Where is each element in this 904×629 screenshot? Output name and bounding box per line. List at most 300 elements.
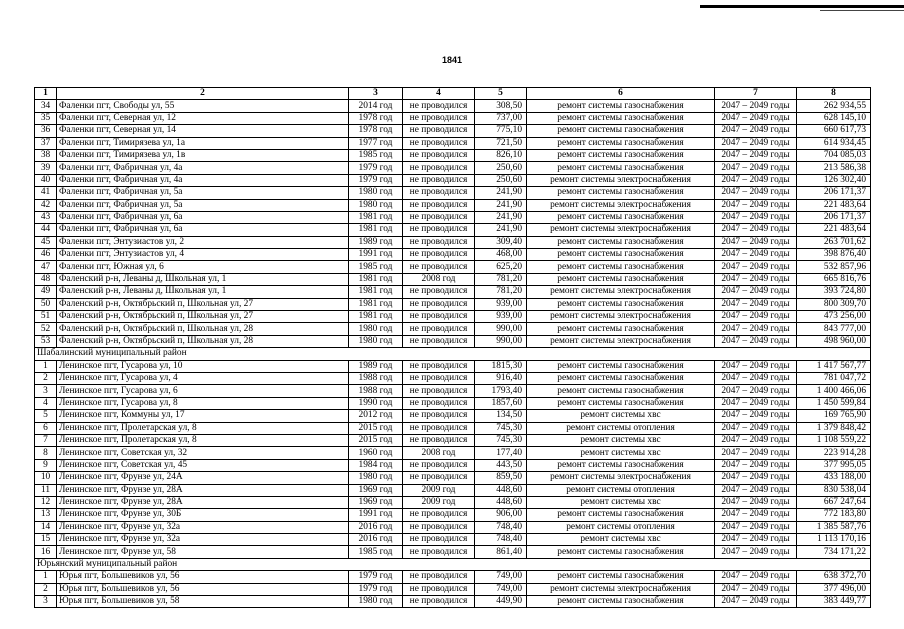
table-row — [35, 187, 871, 199]
table-row — [35, 199, 871, 211]
cost-cell: 393 724,80 — [797, 286, 871, 298]
address-cell: Фаленки пгт, Энтузиастов ул, 2 — [57, 236, 349, 248]
cost-cell: 1 417 567,77 — [797, 360, 871, 372]
table-row — [35, 459, 871, 471]
row-number-cell: 37 — [35, 137, 57, 149]
work-type-cell: ремонт системы хвс — [527, 434, 715, 446]
last-repair-year-cell: 2009 год — [403, 496, 475, 508]
area-cell: 939,00 — [475, 311, 527, 323]
build-year-cell: 2016 год — [349, 521, 403, 533]
header-cell: 1 — [35, 88, 57, 100]
build-year-cell: 1979 год — [349, 174, 403, 186]
cost-cell: 377 496,00 — [797, 583, 871, 595]
last-repair-year-cell: не проводился — [403, 472, 475, 484]
work-type-cell: ремонт системы газоснабжения — [527, 249, 715, 261]
work-type-cell: ремонт системы отопления — [527, 521, 715, 533]
period-cell: 2047 – 2049 годы — [715, 298, 797, 310]
work-type-cell: ремонт системы газоснабжения — [527, 323, 715, 335]
period-cell: 2047 – 2049 годы — [715, 187, 797, 199]
work-type-cell: ремонт системы электроснабжения — [527, 472, 715, 484]
last-repair-year-cell: не проводился — [403, 311, 475, 323]
area-cell: 781,20 — [475, 273, 527, 285]
work-type-cell: ремонт системы газоснабжения — [527, 100, 715, 112]
cost-cell: 532 857,96 — [797, 261, 871, 273]
build-year-cell: 1969 год — [349, 496, 403, 508]
last-repair-year-cell: не проводился — [403, 335, 475, 347]
repair-schedule-table — [34, 87, 871, 608]
address-cell: Ленинское пгт, Пролетарская ул, 8 — [57, 422, 349, 434]
row-number-cell: 14 — [35, 521, 57, 533]
row-number-cell: 15 — [35, 534, 57, 546]
work-type-cell: ремонт системы газоснабжения — [527, 236, 715, 248]
last-repair-year-cell: 2009 год — [403, 484, 475, 496]
build-year-cell: 1985 год — [349, 261, 403, 273]
build-year-cell: 1991 год — [349, 509, 403, 521]
cost-cell: 667 247,64 — [797, 496, 871, 508]
area-cell: 990,00 — [475, 335, 527, 347]
build-year-cell: 1979 год — [349, 571, 403, 583]
last-repair-year-cell: не проводился — [403, 397, 475, 409]
last-repair-year-cell: 2008 год — [403, 273, 475, 285]
work-type-cell: ремонт системы газоснабжения — [527, 571, 715, 583]
table-row — [35, 125, 871, 137]
area-cell: 781,20 — [475, 286, 527, 298]
last-repair-year-cell: не проводился — [403, 583, 475, 595]
last-repair-year-cell: не проводился — [403, 571, 475, 583]
build-year-cell: 1981 год — [349, 286, 403, 298]
last-repair-year-cell: не проводился — [403, 521, 475, 533]
build-year-cell: 2015 год — [349, 422, 403, 434]
build-year-cell: 1979 год — [349, 162, 403, 174]
build-year-cell: 1988 год — [349, 372, 403, 384]
build-year-cell: 1981 год — [349, 311, 403, 323]
work-type-cell: ремонт системы газоснабжения — [527, 596, 715, 608]
work-type-cell: ремонт системы газоснабжения — [527, 211, 715, 223]
period-cell: 2047 – 2049 годы — [715, 472, 797, 484]
row-number-cell: 35 — [35, 112, 57, 124]
period-cell: 2047 – 2049 годы — [715, 372, 797, 384]
cost-cell: 614 934,45 — [797, 137, 871, 149]
work-type-cell: ремонт системы газоснабжения — [527, 125, 715, 137]
header-cell: 7 — [715, 88, 797, 100]
period-cell: 2047 – 2049 годы — [715, 360, 797, 372]
address-cell: Ленинское пгт, Советская ул, 32 — [57, 447, 349, 459]
area-cell: 625,20 — [475, 261, 527, 273]
address-cell: Фаленки пгт, Фабричная ул, 4а — [57, 162, 349, 174]
last-repair-year-cell: не проводился — [403, 261, 475, 273]
cost-cell: 221 483,64 — [797, 199, 871, 211]
address-cell: Фаленки пгт, Фабричная ул, 6а — [57, 211, 349, 223]
row-number-cell: 40 — [35, 174, 57, 186]
last-repair-year-cell: не проводился — [403, 360, 475, 372]
work-type-cell: ремонт системы хвс — [527, 534, 715, 546]
period-cell: 2047 – 2049 годы — [715, 100, 797, 112]
last-repair-year-cell: не проводился — [403, 249, 475, 261]
period-cell: 2047 – 2049 годы — [715, 546, 797, 558]
table-row — [35, 137, 871, 149]
period-cell: 2047 – 2049 годы — [715, 236, 797, 248]
row-number-cell: 10 — [35, 472, 57, 484]
table-row — [35, 496, 871, 508]
row-number-cell: 3 — [35, 385, 57, 397]
row-number-cell: 39 — [35, 162, 57, 174]
last-repair-year-cell: не проводился — [403, 149, 475, 161]
build-year-cell: 1988 год — [349, 385, 403, 397]
table-row — [35, 410, 871, 422]
work-type-cell: ремонт системы газоснабжения — [527, 187, 715, 199]
cost-cell: 1 113 170,16 — [797, 534, 871, 546]
area-cell: 250,60 — [475, 162, 527, 174]
row-number-cell: 36 — [35, 125, 57, 137]
address-cell: Ленинское пгт, Фрунзе ул, 28А — [57, 484, 349, 496]
section-row — [35, 348, 871, 360]
build-year-cell: 1980 год — [349, 187, 403, 199]
area-cell: 241,90 — [475, 187, 527, 199]
build-year-cell: 1980 год — [349, 596, 403, 608]
address-cell: Фаленки пгт, Энтузиастов ул, 4 — [57, 249, 349, 261]
work-type-cell: ремонт системы хвс — [527, 496, 715, 508]
address-cell: Фаленки пгт, Свободы ул, 55 — [57, 100, 349, 112]
area-cell: 309,40 — [475, 236, 527, 248]
table-row — [35, 472, 871, 484]
table-row — [35, 596, 871, 608]
row-number-cell: 46 — [35, 249, 57, 261]
period-cell: 2047 – 2049 годы — [715, 323, 797, 335]
table-row — [35, 509, 871, 521]
header-cell: 8 — [797, 88, 871, 100]
address-cell: Фаленки пгт, Тимирязева ул, 1в — [57, 149, 349, 161]
address-cell: Ленинское пгт, Фрунзе ул, 28А — [57, 496, 349, 508]
row-number-cell: 53 — [35, 335, 57, 347]
cost-cell: 206 171,37 — [797, 187, 871, 199]
period-cell: 2047 – 2049 годы — [715, 112, 797, 124]
header-cell: 5 — [475, 88, 527, 100]
period-cell: 2047 – 2049 годы — [715, 286, 797, 298]
build-year-cell: 2016 год — [349, 534, 403, 546]
address-cell: Юрья пгт, Большевиков ул, 58 — [57, 596, 349, 608]
period-cell: 2047 – 2049 годы — [715, 137, 797, 149]
period-cell: 2047 – 2049 годы — [715, 125, 797, 137]
table-row — [35, 323, 871, 335]
cost-cell: 638 372,70 — [797, 571, 871, 583]
address-cell: Ленинское пгт, Коммуны ул, 17 — [57, 410, 349, 422]
table-row — [35, 385, 871, 397]
cost-cell: 800 309,70 — [797, 298, 871, 310]
row-number-cell: 45 — [35, 236, 57, 248]
row-number-cell: 4 — [35, 397, 57, 409]
last-repair-year-cell: не проводился — [403, 199, 475, 211]
build-year-cell: 2014 год — [349, 100, 403, 112]
section-label: Юрьянский муниципальный район — [35, 558, 871, 570]
row-number-cell: 7 — [35, 434, 57, 446]
last-repair-year-cell: не проводился — [403, 385, 475, 397]
area-cell: 177,40 — [475, 447, 527, 459]
header-cell: 4 — [403, 88, 475, 100]
last-repair-year-cell: не проводился — [403, 187, 475, 199]
section-row — [35, 558, 871, 570]
work-type-cell: ремонт системы электроснабжения — [527, 174, 715, 186]
period-cell: 2047 – 2049 годы — [715, 434, 797, 446]
address-cell: Ленинское пгт, Гусарова ул, 4 — [57, 372, 349, 384]
cost-cell: 830 538,04 — [797, 484, 871, 496]
cost-cell: 498 960,00 — [797, 335, 871, 347]
address-cell: Ленинское пгт, Фрунзе ул, 32а — [57, 534, 349, 546]
area-cell: 748,40 — [475, 521, 527, 533]
table-row — [35, 521, 871, 533]
work-type-cell: ремонт системы газоснабжения — [527, 372, 715, 384]
address-cell: Ленинское пгт, Гусарова ул, 6 — [57, 385, 349, 397]
table-row — [35, 100, 871, 112]
address-cell: Фаленки пгт, Фабричная ул, 6а — [57, 224, 349, 236]
cost-cell: 398 876,40 — [797, 249, 871, 261]
area-cell: 241,90 — [475, 211, 527, 223]
address-cell: Фаленки пгт, Южная ул, 6 — [57, 261, 349, 273]
work-type-cell: ремонт системы газоснабжения — [527, 137, 715, 149]
build-year-cell: 1981 год — [349, 211, 403, 223]
address-cell: Фаленский р-н, Октябрьский п, Школьная ул, 27 — [57, 311, 349, 323]
work-type-cell: ремонт системы газоснабжения — [527, 459, 715, 471]
table-row — [35, 571, 871, 583]
address-cell: Ленинское пгт, Гусарова ул, 8 — [57, 397, 349, 409]
build-year-cell: 1989 год — [349, 360, 403, 372]
address-cell: Юрья пгт, Большевиков ул, 56 — [57, 571, 349, 583]
table-row — [35, 447, 871, 459]
table-row — [35, 372, 871, 384]
area-cell: 448,60 — [475, 496, 527, 508]
table-row — [35, 484, 871, 496]
period-cell: 2047 – 2049 годы — [715, 410, 797, 422]
build-year-cell: 1978 год — [349, 112, 403, 124]
period-cell: 2047 – 2049 годы — [715, 596, 797, 608]
area-cell: 737,00 — [475, 112, 527, 124]
work-type-cell: ремонт системы электроснабжения — [527, 286, 715, 298]
area-cell: 745,30 — [475, 422, 527, 434]
work-type-cell: ремонт системы газоснабжения — [527, 273, 715, 285]
build-year-cell: 1989 год — [349, 236, 403, 248]
row-number-cell: 44 — [35, 224, 57, 236]
work-type-cell: ремонт системы хвс — [527, 447, 715, 459]
row-number-cell: 41 — [35, 187, 57, 199]
build-year-cell: 1980 год — [349, 199, 403, 211]
build-year-cell: 1969 год — [349, 484, 403, 496]
row-number-cell: 9 — [35, 459, 57, 471]
row-number-cell: 47 — [35, 261, 57, 273]
address-cell: Фаленский р-н, Леваны д, Школьная ул, 1 — [57, 286, 349, 298]
address-cell: Фаленки пгт, Фабричная ул, 5а — [57, 187, 349, 199]
area-cell: 748,40 — [475, 534, 527, 546]
table-row — [35, 236, 871, 248]
top-rule — [700, 5, 904, 8]
address-cell: Ленинское пгт, Фрунзе ул, 32а — [57, 521, 349, 533]
last-repair-year-cell: не проводился — [403, 100, 475, 112]
cost-cell: 383 449,77 — [797, 596, 871, 608]
address-cell: Фаленский р-н, Леваны д, Школьная ул, 1 — [57, 273, 349, 285]
row-number-cell: 2 — [35, 372, 57, 384]
table-row — [35, 335, 871, 347]
cost-cell: 734 171,22 — [797, 546, 871, 558]
table-body — [35, 88, 871, 608]
area-cell: 775,10 — [475, 125, 527, 137]
table-row — [35, 261, 871, 273]
address-cell: Ленинское пгт, Советская ул, 45 — [57, 459, 349, 471]
work-type-cell: ремонт системы электроснабжения — [527, 311, 715, 323]
period-cell: 2047 – 2049 годы — [715, 311, 797, 323]
area-cell: 826,10 — [475, 149, 527, 161]
row-number-cell: 13 — [35, 509, 57, 521]
row-number-cell: 50 — [35, 298, 57, 310]
last-repair-year-cell: не проводился — [403, 422, 475, 434]
cost-cell: 263 701,62 — [797, 236, 871, 248]
row-number-cell: 2 — [35, 583, 57, 595]
area-cell: 749,00 — [475, 583, 527, 595]
row-number-cell: 34 — [35, 100, 57, 112]
area-cell: 448,60 — [475, 484, 527, 496]
last-repair-year-cell: не проводился — [403, 372, 475, 384]
work-type-cell: ремонт системы газоснабжения — [527, 385, 715, 397]
table-row — [35, 360, 871, 372]
header-cell: 6 — [527, 88, 715, 100]
last-repair-year-cell: не проводился — [403, 211, 475, 223]
address-cell: Ленинское пгт, Фрунзе ул, 58 — [57, 546, 349, 558]
table-row — [35, 174, 871, 186]
row-number-cell: 38 — [35, 149, 57, 161]
header-cell: 2 — [57, 88, 349, 100]
table-row — [35, 211, 871, 223]
work-type-cell: ремонт системы газоснабжения — [527, 509, 715, 521]
address-cell: Фаленский р-н, Октябрьский п, Школьная ул, 28 — [57, 335, 349, 347]
address-cell: Фаленки пгт, Северная ул, 12 — [57, 112, 349, 124]
period-cell: 2047 – 2049 годы — [715, 571, 797, 583]
cost-cell: 843 777,00 — [797, 323, 871, 335]
build-year-cell: 1960 год — [349, 447, 403, 459]
work-type-cell: ремонт системы газоснабжения — [527, 112, 715, 124]
cost-cell: 213 586,38 — [797, 162, 871, 174]
area-cell: 308,50 — [475, 100, 527, 112]
row-number-cell: 1 — [35, 360, 57, 372]
cost-cell: 1 400 466,06 — [797, 385, 871, 397]
row-number-cell: 43 — [35, 211, 57, 223]
period-cell: 2047 – 2049 годы — [715, 509, 797, 521]
table-row — [35, 273, 871, 285]
table-row — [35, 434, 871, 446]
work-type-cell: ремонт системы отопления — [527, 422, 715, 434]
period-cell: 2047 – 2049 годы — [715, 496, 797, 508]
row-number-cell: 48 — [35, 273, 57, 285]
period-cell: 2047 – 2049 годы — [715, 447, 797, 459]
top-rule-secondary — [820, 10, 904, 11]
area-cell: 721,50 — [475, 137, 527, 149]
work-type-cell: ремонт системы газоснабжения — [527, 298, 715, 310]
cost-cell: 1 385 587,76 — [797, 521, 871, 533]
row-number-cell: 49 — [35, 286, 57, 298]
cost-cell: 169 765,90 — [797, 410, 871, 422]
address-cell: Фаленки пгт, Тимирязева ул, 1а — [57, 137, 349, 149]
table-row — [35, 422, 871, 434]
table-row — [35, 112, 871, 124]
work-type-cell: ремонт системы отопления — [527, 484, 715, 496]
table-row — [35, 149, 871, 161]
period-cell: 2047 – 2049 годы — [715, 162, 797, 174]
period-cell: 2047 – 2049 годы — [715, 521, 797, 533]
last-repair-year-cell: не проводился — [403, 459, 475, 471]
cost-cell: 433 188,00 — [797, 472, 871, 484]
cost-cell: 262 934,55 — [797, 100, 871, 112]
address-cell: Ленинское пгт, Пролетарская ул, 8 — [57, 434, 349, 446]
area-cell: 745,30 — [475, 434, 527, 446]
period-cell: 2047 – 2049 годы — [715, 422, 797, 434]
table-row — [35, 249, 871, 261]
last-repair-year-cell: не проводился — [403, 224, 475, 236]
area-cell: 1857,60 — [475, 397, 527, 409]
build-year-cell: 1980 год — [349, 323, 403, 335]
table-row — [35, 534, 871, 546]
area-cell: 861,40 — [475, 546, 527, 558]
row-number-cell: 8 — [35, 447, 57, 459]
section-label: Шабалинский муниципальный район — [35, 348, 871, 360]
cost-cell: 1 379 848,42 — [797, 422, 871, 434]
build-year-cell: 1985 год — [349, 149, 403, 161]
build-year-cell: 1977 год — [349, 137, 403, 149]
work-type-cell: ремонт системы газоснабжения — [527, 546, 715, 558]
cost-cell: 704 085,03 — [797, 149, 871, 161]
area-cell: 1793,40 — [475, 385, 527, 397]
build-year-cell: 1980 год — [349, 472, 403, 484]
work-type-cell: ремонт системы электроснабжения — [527, 224, 715, 236]
work-type-cell: ремонт системы газоснабжения — [527, 149, 715, 161]
last-repair-year-cell: не проводился — [403, 534, 475, 546]
work-type-cell: ремонт системы электроснабжения — [527, 335, 715, 347]
period-cell: 2047 – 2049 годы — [715, 484, 797, 496]
last-repair-year-cell: не проводился — [403, 286, 475, 298]
work-type-cell: ремонт системы газоснабжения — [527, 360, 715, 372]
area-cell: 916,40 — [475, 372, 527, 384]
work-type-cell: ремонт системы электроснабжения — [527, 583, 715, 595]
work-type-cell: ремонт системы хвс — [527, 410, 715, 422]
build-year-cell: 2015 год — [349, 434, 403, 446]
period-cell: 2047 – 2049 годы — [715, 174, 797, 186]
cost-cell: 665 816,76 — [797, 273, 871, 285]
address-cell: Ленинское пгт, Фрунзе ул, 24А — [57, 472, 349, 484]
address-cell: Фаленский р-н, Октябрьский п, Школьная ул, 28 — [57, 323, 349, 335]
last-repair-year-cell: не проводился — [403, 323, 475, 335]
row-number-cell: 5 — [35, 410, 57, 422]
cost-cell: 377 995,05 — [797, 459, 871, 471]
last-repair-year-cell: не проводился — [403, 236, 475, 248]
area-cell: 749,00 — [475, 571, 527, 583]
area-cell: 906,00 — [475, 509, 527, 521]
area-cell: 134,50 — [475, 410, 527, 422]
header-row — [35, 88, 871, 100]
period-cell: 2047 – 2049 годы — [715, 397, 797, 409]
work-type-cell: ремонт системы газоснабжения — [527, 162, 715, 174]
period-cell: 2047 – 2049 годы — [715, 273, 797, 285]
table-row — [35, 546, 871, 558]
period-cell: 2047 – 2049 годы — [715, 459, 797, 471]
row-number-cell: 3 — [35, 596, 57, 608]
address-cell: Фаленки пгт, Фабричная ул, 5а — [57, 199, 349, 211]
last-repair-year-cell: не проводился — [403, 596, 475, 608]
build-year-cell: 1979 год — [349, 583, 403, 595]
cost-cell: 126 302,40 — [797, 174, 871, 186]
area-cell: 468,00 — [475, 249, 527, 261]
period-cell: 2047 – 2049 годы — [715, 199, 797, 211]
build-year-cell: 1981 год — [349, 273, 403, 285]
period-cell: 2047 – 2049 годы — [715, 149, 797, 161]
cost-cell: 781 047,72 — [797, 372, 871, 384]
row-number-cell: 16 — [35, 546, 57, 558]
cost-cell: 772 183,80 — [797, 509, 871, 521]
area-cell: 443,50 — [475, 459, 527, 471]
